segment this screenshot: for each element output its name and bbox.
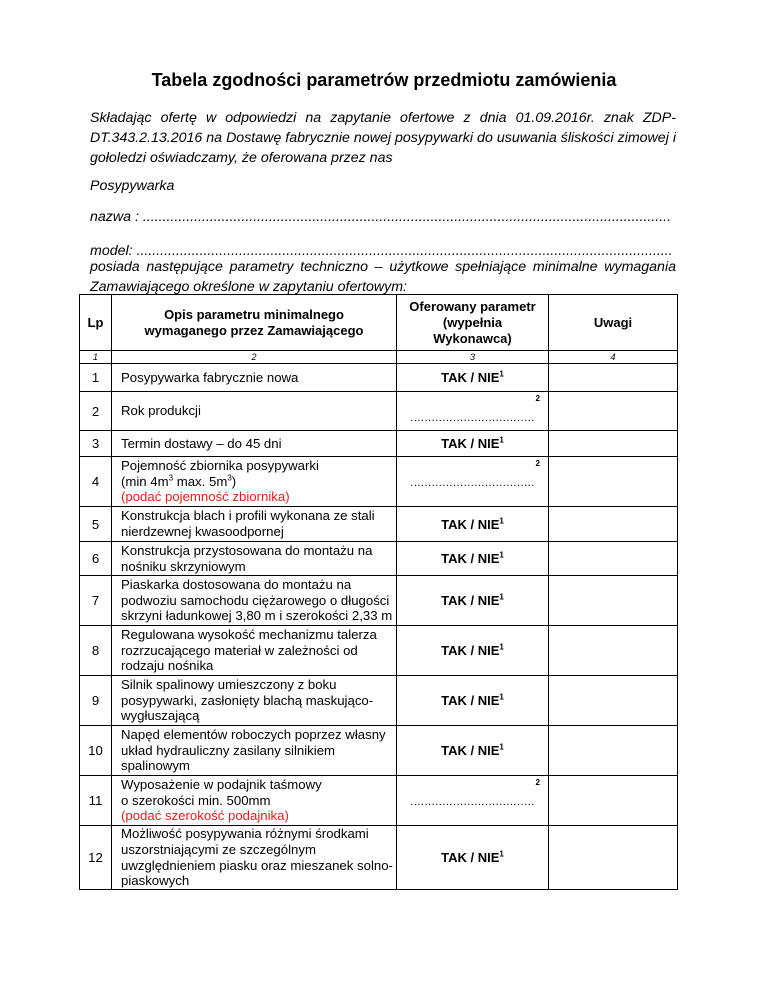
col-number: 1 [80,351,112,364]
notes-cell[interactable] [549,542,678,576]
row-description: Termin dostawy – do 45 dni [112,431,397,457]
offered-cell[interactable] [397,507,549,542]
row-lp: 8 [80,626,112,676]
notes-cell[interactable] [549,726,678,776]
tak-nie-choice[interactable]: TAK / NIE$^1$ [441,592,504,608]
row-lp: 6 [80,542,112,576]
row-lp: 1 [80,364,112,392]
model-field[interactable]: model: ........................................................................................................................................ [90,243,673,259]
col-number: 4 [549,351,678,364]
offered-cell[interactable] [397,364,549,392]
offered-cell[interactable] [397,626,549,676]
tak-nie-choice[interactable]: TAK / NIE$^1$ [441,435,504,451]
offered-cell[interactable] [397,776,549,826]
header-notes: Uwagi [549,295,678,351]
tak-nie-choice[interactable]: TAK / NIE$^1$ [441,369,504,385]
page-title: Tabela zgodności parametrów przedmiotu zamówienia [151,70,617,90]
row-lp: 5 [80,507,112,542]
intro-paragraph: Składając ofertę w odpowiedzi na zapytanie ofertowe z dnia 01.09.2016r. znak ZDP-DT.343.2.13.2016 na Dostawę fabrycznie nowej posypywarki do usuwania śliskości zimowej i gołoledzi oświadczamy, że oferowana przez nas [90,110,676,166]
row-lp: 9 [80,676,112,726]
row-lp: 4 [80,457,112,507]
offered-cell[interactable] [397,431,549,457]
row-description: Napęd elementów roboczych poprzez własny układ hydrauliczny zasilany silnikiem spalinowym [112,726,397,776]
notes-cell[interactable] [549,826,678,890]
offered-cell[interactable] [397,726,549,776]
name-field[interactable]: nazwa : ...................................................................................................................................... [90,209,672,225]
table-row [80,776,678,826]
tak-nie-choice[interactable]: TAK / NIE$^1$ [441,516,504,532]
notes-cell[interactable] [549,507,678,542]
offered-cell[interactable] [397,826,549,890]
row-description: Konstrukcja przystosowana do montażu na nośniku skrzyniowym [112,542,397,576]
tak-nie-choice[interactable]: TAK / NIE$^1$ [441,642,504,658]
table-row [80,626,678,676]
fill-in-line[interactable]: ................................... [410,477,535,489]
params-intro: posiada następujące parametry techniczno – użytkowe spełniające minimalne wymagania Zamawiającego określone w zapytaniu ofertowym: [90,259,676,295]
table-row [80,364,678,392]
notes-cell[interactable] [549,392,678,431]
row-lp: 7 [80,576,112,626]
row-lp: 11 [80,776,112,826]
row-description: Silnik spalinowy umieszczony z boku posypywarki, zasłonięty blachą maskująco-wygłuszającą [112,676,397,726]
header-description: Opis parametru minimalnego wymaganego przez Zamawiającego [112,295,397,351]
table-row [80,576,678,626]
header-lp: Lp [80,295,112,351]
compliance-table [79,294,678,890]
notes-cell[interactable] [549,431,678,457]
col-number: 2 [112,351,397,364]
notes-cell[interactable] [549,776,678,826]
notes-cell[interactable] [549,457,678,507]
row-lp: 3 [80,431,112,457]
notes-cell[interactable] [549,364,678,392]
offered-cell[interactable] [397,576,549,626]
table-header-row [80,295,678,351]
row-description: Posypywarka fabrycznie nowa [112,364,397,392]
row-description: Możliwość posypywania różnymi środkami uszorstniającymi ze szczególnym uwzględnieniem piasku oraz mieszanek solno-piaskowych [112,826,397,890]
header-offered: Oferowany parametr (wypełnia Wykonawca) [397,295,549,351]
offered-cell[interactable] [397,542,549,576]
fill-in-line[interactable]: ................................... [410,412,535,424]
row-description: Rok produkcji [112,392,397,431]
footnote-marker: 2 [535,778,540,787]
footnote-marker: 2 [535,394,540,403]
table-row [80,726,678,776]
row-description: Konstrukcja blach i profili wykonana ze stali nierdzewnej kwasoodpornej [112,507,397,542]
offered-cell[interactable] [397,457,549,507]
row-lp: 10 [80,726,112,776]
tak-nie-choice[interactable]: TAK / NIE$^1$ [441,849,504,865]
fill-in-line[interactable]: ................................... [410,796,535,808]
tak-nie-choice[interactable]: TAK / NIE$^1$ [441,742,504,758]
col-number: 3 [397,351,549,364]
offered-cell[interactable] [397,392,549,431]
table-row [80,542,678,576]
column-number-row [80,351,678,364]
offered-cell[interactable] [397,676,549,726]
row-description: Regulowana wysokość mechanizmu talerza rozrzucającego materiał w zależności od rodzaju nośnika [112,626,397,676]
row-description: Pojemność zbiornika posypywarki (min $4m^3$ max. $5m^3$) (podać pojemność zbiornika) [112,457,397,507]
notes-cell[interactable] [549,626,678,676]
table-row [80,676,678,726]
table-row [80,507,678,542]
row-lp: 2 [80,392,112,431]
footnote-marker: 2 [535,459,540,468]
tak-nie-choice[interactable]: TAK / NIE$^1$ [441,550,504,566]
notes-cell[interactable] [549,676,678,726]
notes-cell[interactable] [549,576,678,626]
tak-nie-choice[interactable]: TAK / NIE$^1$ [441,692,504,708]
table-row [80,431,678,457]
table-row [80,826,678,890]
subject-label: Posypywarka [90,178,175,194]
row-description: Piaskarka dostosowana do montażu na podwoziu samochodu ciężarowego o długości skrzyni ładunkowej 3,80 m i szerokości 2,33 m [112,576,397,626]
table-row [80,457,678,507]
row-lp: 12 [80,826,112,890]
row-description: Wyposażenie w podajnik taśmowy o szerokości min. 500mm (podać szerokość podajnika) [112,776,397,826]
table-row [80,392,678,431]
